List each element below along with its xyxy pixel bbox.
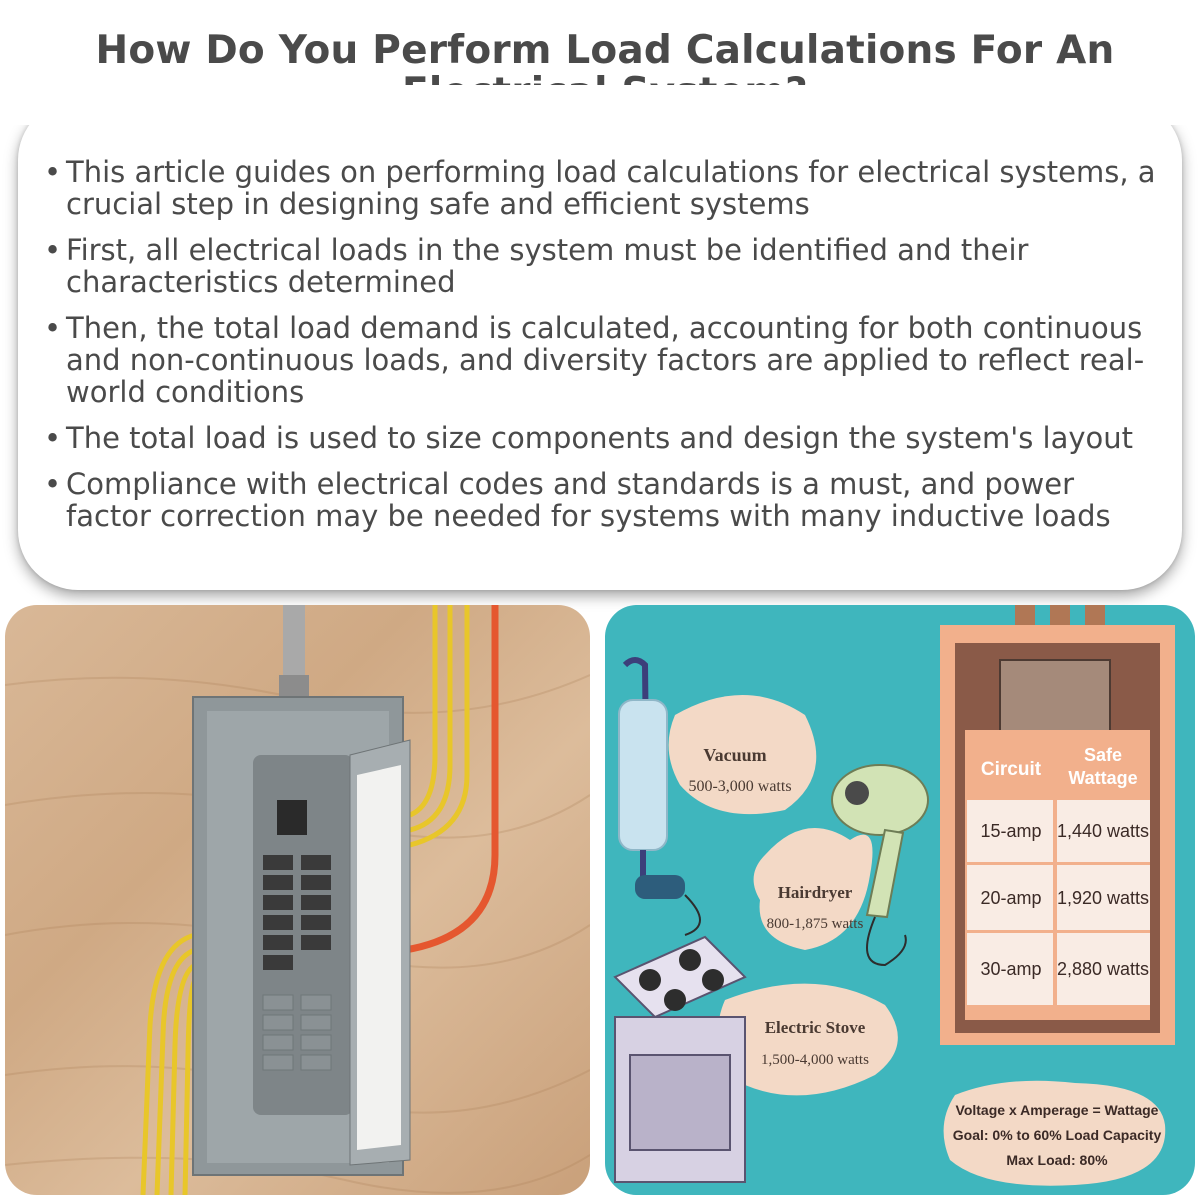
note-formula: Voltage x Amperage = Wattage	[955, 1102, 1159, 1118]
bullet-dot-icon: •	[44, 311, 62, 345]
breaker-panel-illustration	[5, 605, 590, 1195]
vacuum-name: Vacuum	[703, 745, 767, 765]
vacuum-range: 500-3,000 watts	[688, 778, 792, 795]
table-header-wattage: Wattage	[1068, 768, 1138, 788]
bullet-text: The total load is used to size components and design the system's layout	[66, 421, 1134, 455]
bullet-dot-icon: •	[44, 155, 62, 189]
stove-range: 1,500-4,000 watts	[761, 1052, 869, 1068]
bullet-item	[42, 156, 1162, 220]
bullet-item	[42, 468, 1162, 532]
bullet-text: This article guides on performing load calculations for electrical systems, a crucial step in designing safe and efficient systems	[66, 155, 1156, 221]
vacuum-icon	[619, 660, 700, 935]
bullet-list	[42, 156, 1162, 546]
table-cell-wattage: 1,920 watts	[1056, 888, 1150, 908]
table-cell-circuit: 20-amp	[980, 888, 1042, 908]
table-cell-wattage: 1,440 watts	[1056, 821, 1150, 841]
hairdryer-name: Hairdryer	[777, 883, 853, 902]
load-infographic	[605, 605, 1195, 1195]
note-goal: Goal: 0% to 60% Load Capacity	[952, 1127, 1162, 1143]
infographic-canvas	[605, 605, 1195, 1195]
table-header-circuit: Circuit	[980, 759, 1042, 780]
stove-name: Electric Stove	[764, 1018, 866, 1037]
bullet-dot-icon: •	[44, 421, 62, 455]
note-max-load: Max Load: 80%	[1006, 1152, 1108, 1168]
bullet-text: Compliance with electrical codes and standards is a must, and power factor correction may be needed for systems with many inductive loads	[66, 467, 1111, 533]
table-cell-circuit: 15-amp	[980, 821, 1042, 841]
bullet-dot-icon: •	[44, 467, 62, 501]
bullet-text: First, all electrical loads in the system must be identified and their characteristics determined	[66, 233, 1029, 299]
table-cell-circuit: 30-amp	[980, 959, 1042, 979]
bullet-text: Then, the total load demand is calculated, accounting for both continuous and non-continuous loads, and diversity factors are applied to reflect real-world conditions	[66, 311, 1145, 409]
bullet-item	[42, 422, 1162, 454]
table-cell-wattage: 2,880 watts	[1056, 959, 1150, 979]
bullet-dot-icon: •	[44, 233, 62, 267]
page-title: How Do You Perform Load Calculations For An	[95, 28, 1115, 73]
card-top-mask	[0, 85, 1200, 125]
bullet-item	[42, 312, 1162, 408]
electric-stove-icon	[615, 937, 745, 1182]
table-header-safe: Safe	[1083, 745, 1123, 765]
hairdryer-range: 800-1,875 watts	[766, 916, 864, 932]
breaker-panel-photo	[5, 605, 590, 1195]
bullet-item	[42, 234, 1162, 298]
